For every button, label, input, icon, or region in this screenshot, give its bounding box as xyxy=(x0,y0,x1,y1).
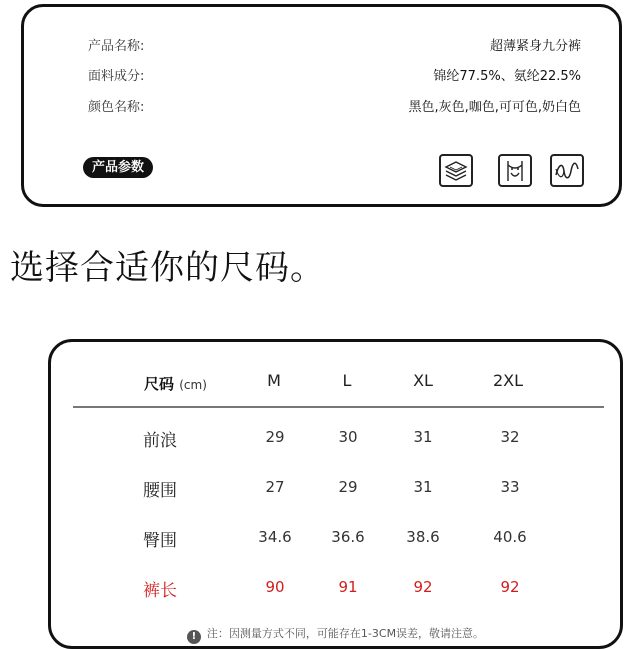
row-label-front-rise: 前浪 xyxy=(143,431,177,451)
table-cell: 91 xyxy=(338,578,358,596)
table-cell: 31 xyxy=(413,428,433,446)
fabric-label: 面料成分: xyxy=(88,69,145,84)
measurement-note xyxy=(51,625,620,644)
table-cell: 27 xyxy=(265,478,285,496)
color-value: 黑色,灰色,咖色,可可色,奶白色 xyxy=(408,100,581,115)
table-cell: 34.6 xyxy=(258,528,292,546)
table-cell: 30 xyxy=(338,428,358,446)
size-col-xl: XL xyxy=(413,371,433,390)
table-cell: 33 xyxy=(500,478,520,496)
size-chart-card xyxy=(48,339,623,649)
row-label-length: 裤长 xyxy=(143,581,177,601)
table-cell: 36.6 xyxy=(331,528,365,546)
product-info-card xyxy=(21,4,622,207)
table-cell: 32 xyxy=(500,428,520,446)
table-cell: 90 xyxy=(265,578,285,596)
table-cell: 92 xyxy=(413,578,433,596)
table-cell: 31 xyxy=(413,478,433,496)
size-col-2xl: 2XL xyxy=(492,371,524,390)
size-header-label xyxy=(144,373,207,394)
row-label-waist: 腰围 xyxy=(143,481,177,501)
size-col-l: L xyxy=(342,371,352,390)
table-cell: 40.6 xyxy=(493,528,527,546)
size-header-unit: (cm) xyxy=(179,378,207,392)
body-fit-icon xyxy=(498,154,532,187)
table-cell: 38.6 xyxy=(406,528,440,546)
product-name-value: 超薄紧身九分裤 xyxy=(489,39,581,54)
color-label: 颜色名称: xyxy=(88,100,145,115)
fabric-layers-icon xyxy=(439,154,473,187)
product-name-label: 产品名称: xyxy=(88,39,145,54)
row-label-hip: 臀围 xyxy=(143,531,177,551)
note-text: 注：因测量方式不同，可能存在1-3CM误差，敬请注意。 xyxy=(206,627,485,640)
product-params-badge: 产品参数 xyxy=(83,157,153,178)
table-cell: 92 xyxy=(500,578,520,596)
info-icon: ! xyxy=(187,630,201,644)
header-divider xyxy=(73,406,604,408)
fabric-value: 锦纶77.5%、氨纶22.5% xyxy=(433,69,581,84)
table-cell: 29 xyxy=(265,428,285,446)
size-heading: 选择合适你的尺码。 xyxy=(10,248,325,288)
table-cell: 29 xyxy=(338,478,358,496)
size-col-m: M xyxy=(267,371,281,390)
size-header-text: 尺码 xyxy=(144,375,175,393)
stretch-wave-icon xyxy=(550,154,584,187)
